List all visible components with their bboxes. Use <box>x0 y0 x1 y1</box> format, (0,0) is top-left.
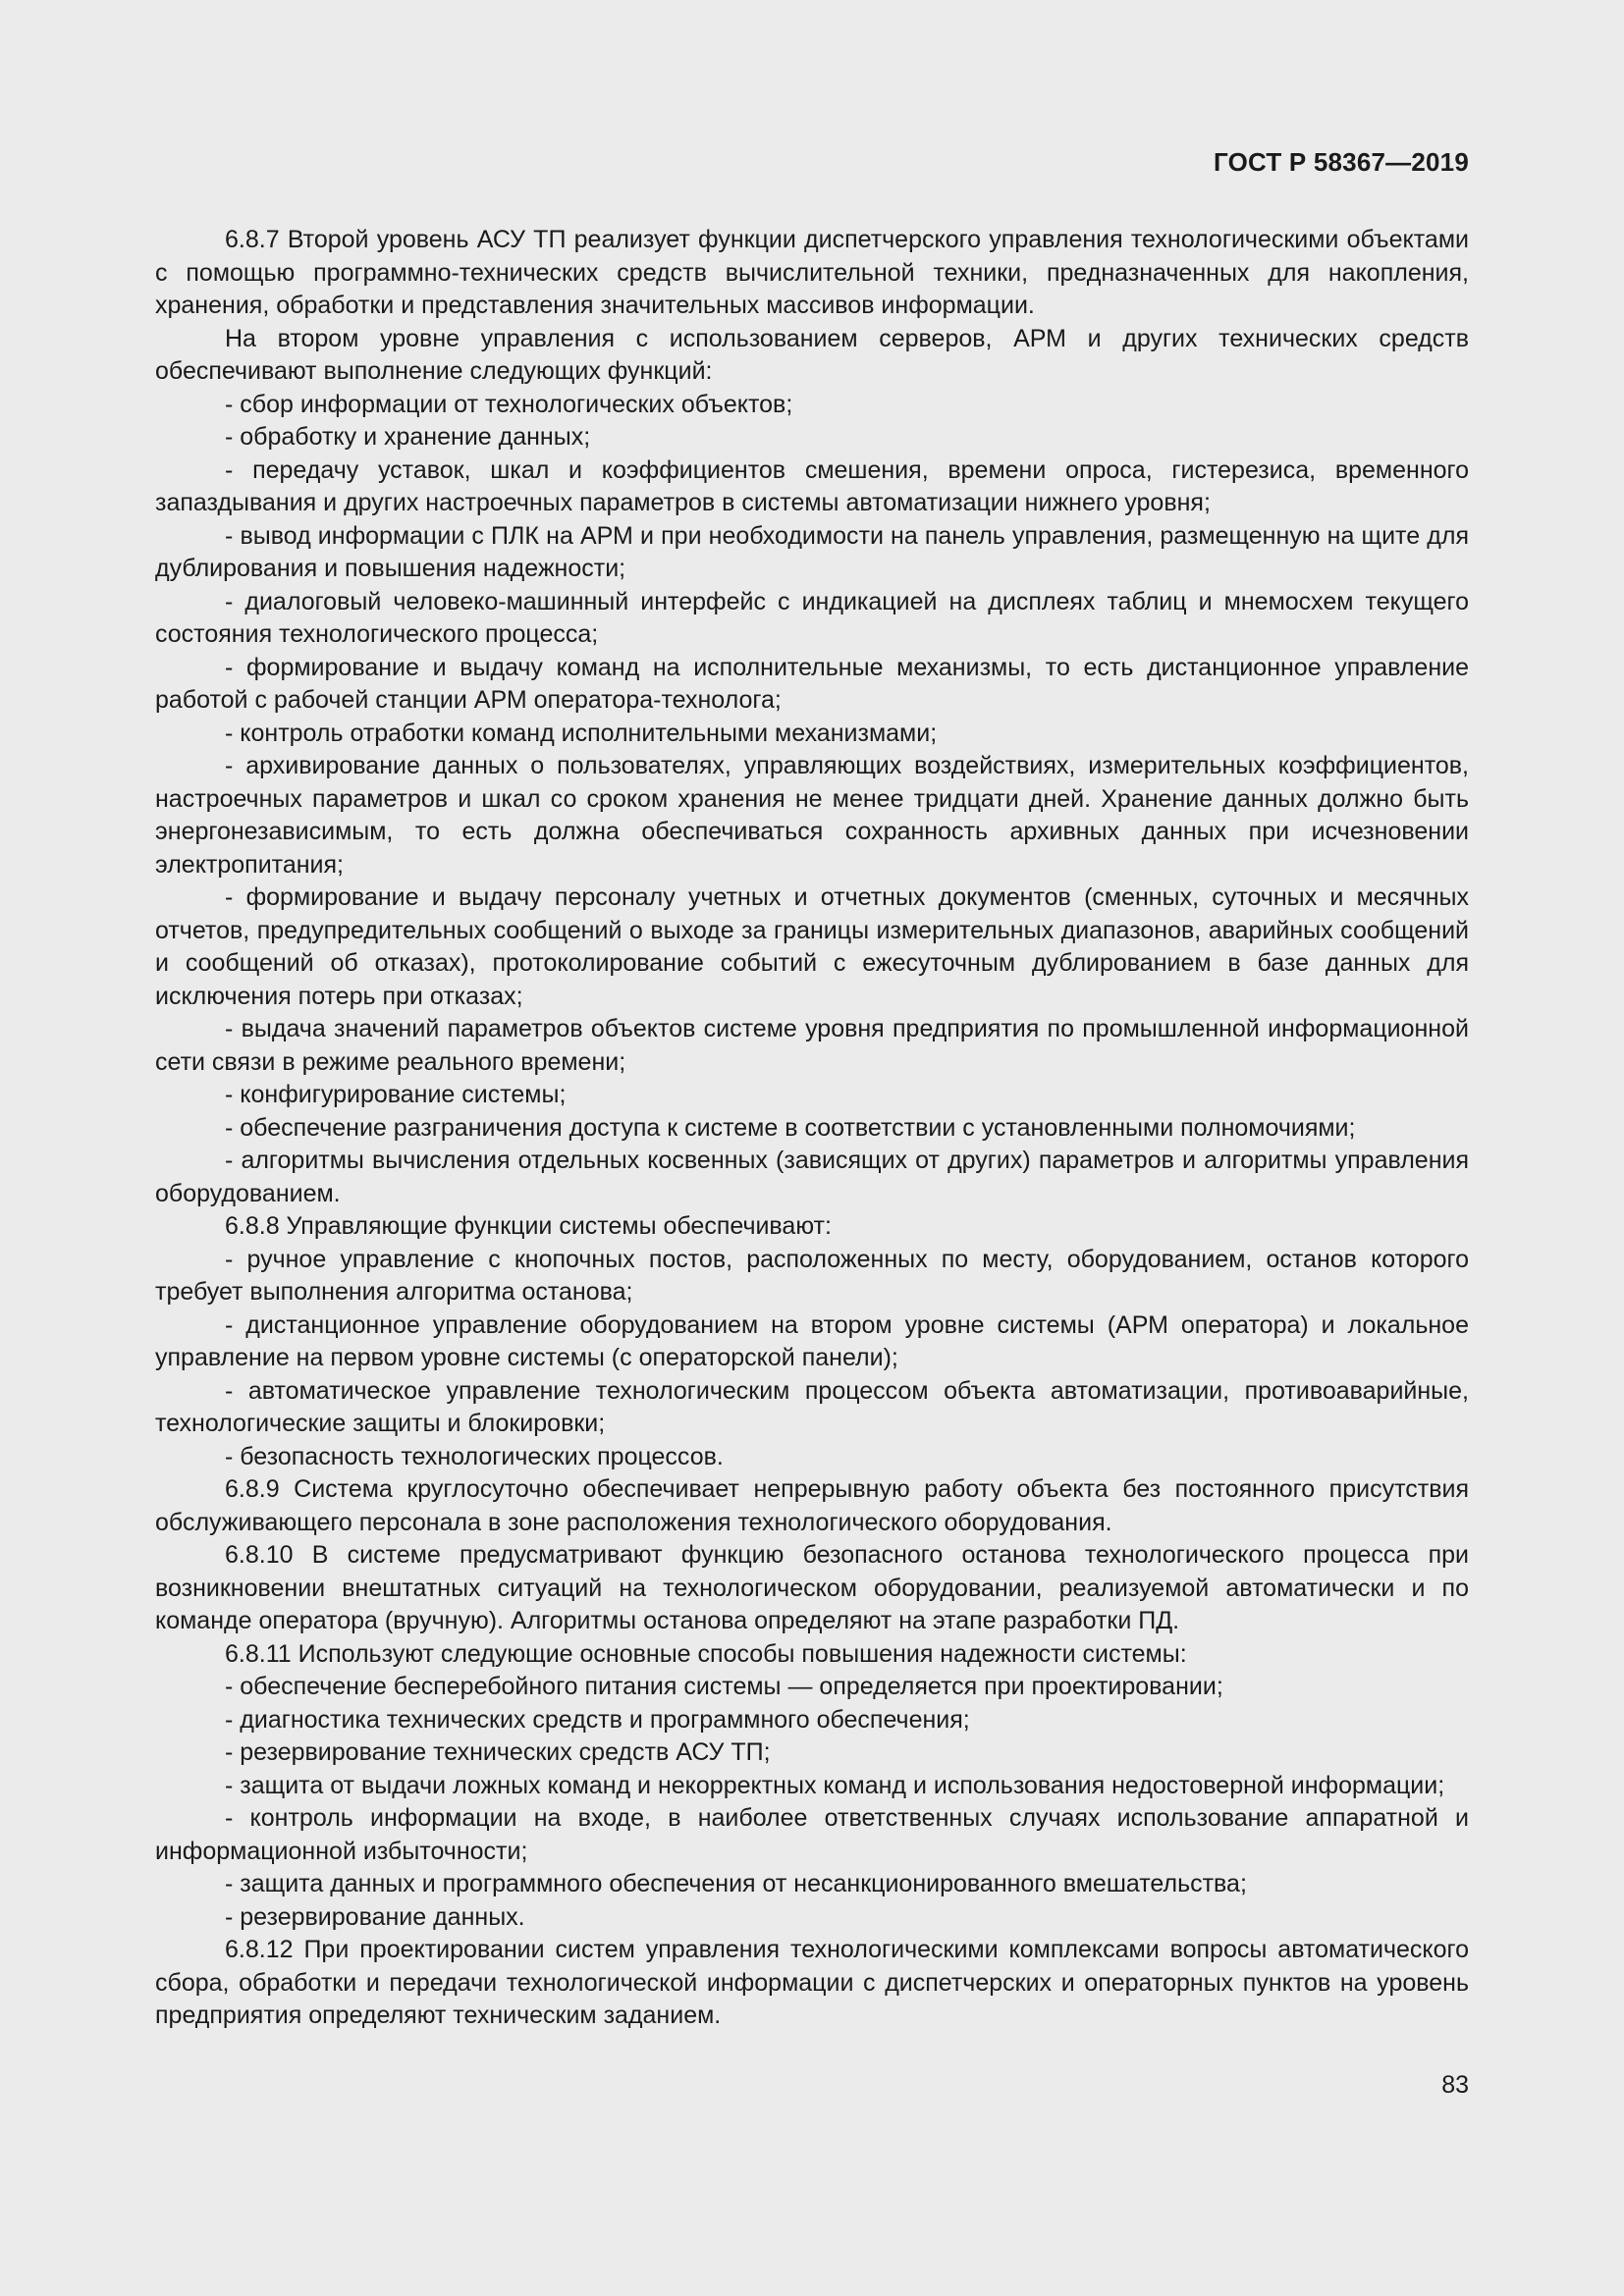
document-body <box>155 224 1469 2033</box>
list-item: - резервирование технических средств АСУ ТП; <box>225 1738 771 1766</box>
list-item: - ручное управление с кнопочных постов, расположенных по месту, оборудованием, останов которого требует выполнения алгоритма останова; <box>155 1245 1469 1306</box>
paragraph: На втором уровне управления с использованием серверов, АРМ и других технических средств обеспечивают выполнение следующих функций: <box>155 324 1469 385</box>
list-item: - конфигурирование системы; <box>225 1081 567 1108</box>
paragraph: 6.8.7 Второй уровень АСУ ТП реализует функции диспетчерского управления технологическими объектами с помощью программно-технических средств вычислительной техники, предназначенных для накопления, хранения, обработки и представления значительных массивов информации. <box>155 226 1469 319</box>
list-item: - дистанционное управление оборудованием на втором уровне системы (АРМ оператора) и локальное управление на первом уровне системы (с операторской панели); <box>155 1310 1469 1371</box>
list-item: - защита от выдачи ложных команд и некорректных команд и использования недостоверной информации; <box>225 1771 1445 1799</box>
paragraph: 6.8.8 Управляющие функции системы обеспечивают: <box>225 1212 832 1240</box>
list-item: - формирование и выдачу команд на исполнительные механизмы, то есть дистанционное управление работой с рабочей станции АРМ оператора-технолога; <box>155 653 1469 714</box>
paragraph: 6.8.11 Используют следующие основные способы повышения надежности системы: <box>225 1639 1187 1668</box>
list-item: - формирование и выдачу персоналу учетных и отчетных документов (сменных, суточных и месячных отчетов, предупредительных сообщений о выходе за границы измерительных диапазонов, аварийных сообщений и сообщений об отказах), протоколирование событий с ежесуточным дублированием в базе данных для исключения потерь при отказах; <box>155 883 1469 1010</box>
page-number: 83 <box>1441 2071 1469 2099</box>
list-item: - вывод информации с ПЛК на АРМ и при необходимости на панель управления, размещенную на щите для дублирования и повышения надежности; <box>155 521 1469 582</box>
list-item: - обработку и хранение данных; <box>225 423 591 451</box>
paragraph: 6.8.9 Система круглосуточно обеспечивает непрерывную работу объекта без постоянного присутствия обслуживающего персонала в зоне расположения технологического оборудования. <box>155 1475 1469 1536</box>
list-item: - алгоритмы вычисления отдельных косвенных (зависящих от других) параметров и алгоритмы управления оборудованием. <box>155 1147 1469 1207</box>
list-item: - безопасность технологических процессов. <box>225 1442 724 1470</box>
list-item: - передачу уставок, шкал и коэффициентов смешения, времени опроса, гистерезиса, временного запаздывания и других настроечных параметров в системы автоматизации нижнего уровня; <box>155 455 1469 516</box>
list-item: - автоматическое управление технологическим процессом объекта автоматизации, противоаварийные, технологические защиты и блокировки; <box>155 1376 1469 1437</box>
list-item: - защита данных и программного обеспечения от несанкционированного вмешательства; <box>225 1870 1247 1897</box>
list-item: - обеспечение бесперебойного питания системы — определяется при проектировании; <box>225 1673 1223 1700</box>
paragraph: 6.8.12 При проектировании систем управления технологическими комплексами вопросы автоматического сбора, обработки и передачи технологической информации с диспетчерских и операторных пунктов на уровень предприятия определяют техническим заданием. <box>155 1936 1469 2029</box>
list-item: - выдача значений параметров объектов системе уровня предприятия по промышленной информационной сети связи в режиме реального времени; <box>155 1015 1469 1076</box>
list-item: - диагностика технических средств и программного обеспечения; <box>225 1705 970 1734</box>
list-item: - диалоговый человеко-машинный интерфейс с индикацией на дисплеях таблиц и мнемосхем текущего состояния технологического процесса; <box>155 587 1469 648</box>
list-item: - контроль отработки команд исполнительными механизмами; <box>225 719 938 747</box>
paragraph: 6.8.10 В системе предусматривают функцию безопасного останова технологического процесса при возникновении внештатных ситуаций на технологическом оборудовании, реализуемой автоматически и по команде оператора (вручную). Алгоритмы останова определяют на этапе разработки ПД. <box>155 1541 1469 1634</box>
list-item: - архивирование данных о пользователях, управляющих воздействиях, измерительных коэффициентов, настроечных параметров и шкал со сроком хранения не менее тридцати дней. Хранение данных должно быть энергонезависимым, то есть должна обеспечиваться сохранность архивных данных при исчезновении электропитания; <box>155 752 1469 879</box>
list-item: - резервирование данных. <box>225 1902 525 1931</box>
standard-code: ГОСТ Р 58367—2019 <box>1214 147 1469 177</box>
list-item: - контроль информации на входе, в наиболее ответственных случаях использование аппаратной и информационной избыточности; <box>155 1804 1469 1865</box>
list-item: - обеспечение разграничения доступа к системе в соответствии с установленными полномочиями; <box>225 1113 1356 1142</box>
list-item: - сбор информации от технологических объектов; <box>225 390 793 418</box>
